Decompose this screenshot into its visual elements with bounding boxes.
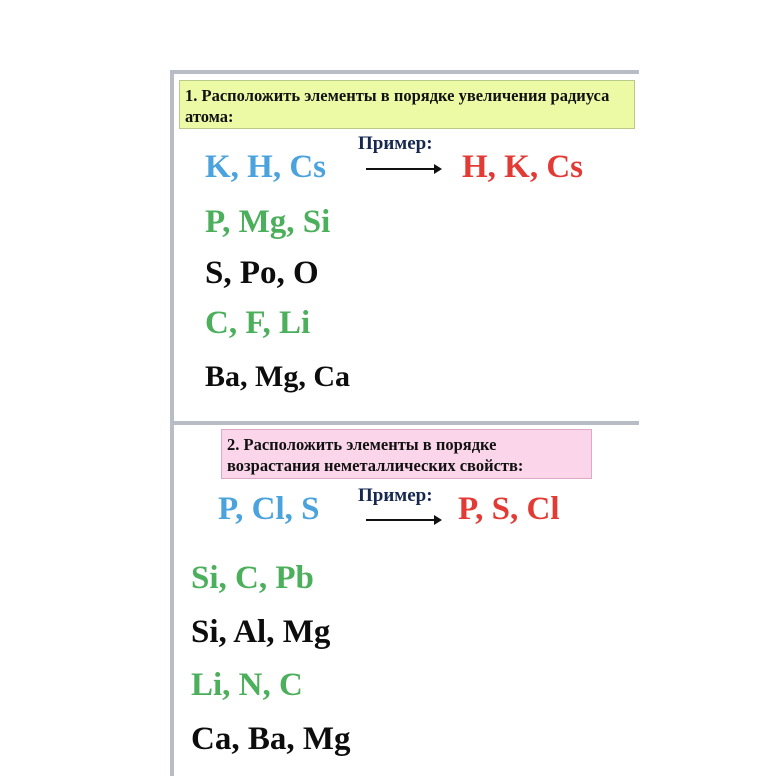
task1-item-4: Ba, Mg, Ca: [205, 360, 350, 393]
task1-item-2: S, Po, O: [205, 255, 319, 291]
task1-title: 1. Расположить элементы в порядке увеличения радиуса атома:: [179, 80, 635, 129]
task2-item-2: Si, Al, Mg: [191, 614, 331, 650]
task2-example-input: P, Cl, S: [218, 491, 320, 527]
section-divider: [170, 421, 639, 425]
task1-item-3: C, F, Li: [205, 305, 311, 341]
task2-title: 2. Расположить элементы в порядке возрастания неметаллических свойств:: [221, 429, 592, 479]
frame-top-border: [170, 70, 639, 74]
task2-item-3: Li, N, C: [191, 667, 303, 703]
task2-item-4: Ca, Ba, Mg: [191, 721, 351, 757]
task2-example-answer: P, S, Cl: [458, 491, 560, 527]
task2-arrow-icon: [366, 519, 440, 521]
task1-arrow-icon: [366, 168, 440, 170]
task1-example-input: K, H, Cs: [205, 149, 327, 185]
task1-item-1: P, Mg, Si: [205, 204, 331, 240]
task2-example-label: Пример:: [358, 485, 433, 506]
task1-example-answer: H, K, Cs: [462, 149, 584, 185]
task1-example-label: Пример:: [358, 133, 433, 154]
task2-item-1: Si, C, Pb: [191, 560, 314, 596]
